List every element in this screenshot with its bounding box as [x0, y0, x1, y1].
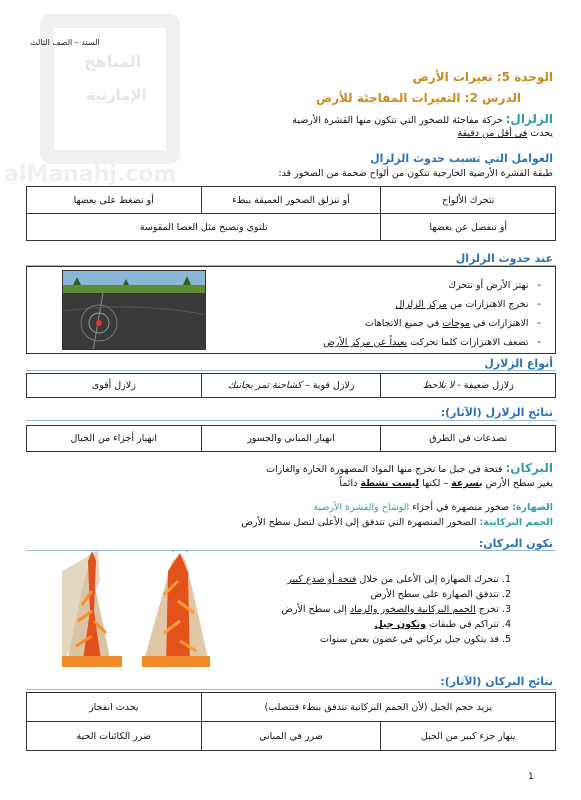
- lava-term: الحمم البركانية:: [479, 517, 553, 528]
- divider: [26, 689, 556, 690]
- watermark-line2: الإمارتية: [86, 86, 147, 104]
- factor-cell: أو تنزلق الصخور العميقة ببطء: [201, 187, 381, 214]
- factor-cell: تتحرك الألواح: [381, 187, 556, 214]
- occurrence-list: [241, 276, 541, 352]
- magma-line: الصهارة: صخور منصهرة في أجزاء الوشاح والقشرة الأرضية: [313, 502, 553, 513]
- result-cell: انهيار أجزاء من الجبال: [27, 426, 202, 452]
- watermark-line3: alManahj.com: [4, 162, 177, 187]
- earthquake-definition-line: [23, 112, 553, 126]
- list-item: 4. تتراكم في طبقات وتكون جبل: [374, 619, 511, 630]
- page-number: 1: [528, 772, 534, 782]
- quake-results-table: [26, 425, 556, 452]
- divider: [26, 370, 556, 371]
- volcano-term: البركان:: [505, 461, 553, 475]
- magma-term: الصهارة:: [512, 502, 553, 513]
- volcano-definition-line: [23, 461, 553, 475]
- factors-heading: العوامل التي تسبب حدوث الزلزال: [370, 152, 553, 165]
- list-item: 1. تتحرك الصهارة إلى الأعلى من خلال فتحة أو صدع كبير: [287, 574, 511, 585]
- lava-line: الحمم البركانية: الصخور المنصهرة التي تتدفق إلى الأعلى لتصل سطح الأرض: [241, 517, 553, 528]
- formation-list: [211, 572, 511, 647]
- types-table: [26, 373, 556, 398]
- earthquake-definition: حركة مفاجئة للصخور التي تتكون منها القشرة الأرضية: [292, 115, 503, 126]
- occurrence-heading: عند حدوث الزلزال: [455, 252, 553, 265]
- list-item: - تضعف الاهتزازات كلما تحركت بعيداً عن مركز الأرض: [323, 337, 541, 348]
- type-cell-stronger: زلازل أقوى: [27, 374, 202, 398]
- factor-cell: أو تنفصل عن بعضها: [381, 214, 556, 241]
- factor-cell: تلتوي وتصبح مثل العصا المقوسة: [27, 214, 381, 241]
- quake-results-heading: نتائج الزلازل (الآثار):: [440, 406, 553, 419]
- list-item: 5. قد يتكون جبل بركاني في غضون بعض سنوات: [320, 634, 511, 645]
- unit-title: الوحدة 5: تغيرات الأرض: [412, 70, 553, 84]
- result-cell: ينهار جزء كبير من الجبل: [381, 722, 556, 751]
- types-heading: أنواع الزلازل: [484, 357, 553, 370]
- earthquake-time-line: [458, 128, 554, 139]
- factor-cell: أو تضغط على بعضها: [27, 187, 202, 214]
- result-cell: انهيار المباني والجسور: [201, 426, 381, 452]
- volcano-illustration: [62, 551, 210, 667]
- volcano-results-heading: نتائج البركان (الآثار):: [440, 675, 553, 688]
- watermark-line1: المناهج: [84, 52, 142, 71]
- earthquake-time-prefix: يحدث: [527, 128, 553, 139]
- factors-intro: طبقة القشرة الأرضية الخارجية تتكون من ألواح ضخمة من الصخور قد:: [278, 168, 553, 179]
- volcano-speed-line: يغير سطح الأرض بسرعة – لكنها ليست نشطة دائماً: [339, 478, 553, 489]
- volcano-results-table: [26, 692, 556, 751]
- earthquake-term: الزلزال:: [505, 112, 553, 126]
- earthquake-illustration: [62, 270, 206, 350]
- list-item: - الاهتزازات في موجات في جميع الاتجاهات: [364, 318, 541, 329]
- lesson-title: الدرس 2: التغيرات المفاجئة للأرض: [315, 91, 521, 105]
- result-cell: ضرر في المباني: [201, 722, 381, 751]
- list-item: 3. تخرج الحمم البركانية والصخور والرماد إلى سطح الأرض: [281, 604, 511, 615]
- earthquake-diagram-icon: [63, 271, 206, 350]
- list-item: - تهتز الأرض أو تتحرك: [448, 280, 541, 291]
- top-label: السند – الصف الثالث: [30, 38, 100, 47]
- volcano-definition: فتحة في جبل ما تخرج منها المواد المصهورة الحارة والغازات: [266, 464, 503, 475]
- type-cell-weak: زلازل ضعيفة - لا تلاحظ: [381, 374, 556, 398]
- volcano-diagram-icon: [62, 551, 210, 667]
- divider: [26, 420, 556, 421]
- result-cell: يزيد حجم الجبل (لأن الحمم البركانية تتدفق ببطء فتتصلب): [201, 693, 555, 722]
- result-cell: ضرر الكائنات الحية: [27, 722, 202, 751]
- result-cell: يحدث انفجار: [27, 693, 202, 722]
- factors-table: [26, 186, 556, 241]
- list-item: 2. تتدفق الصهارة على سطح الأرض: [370, 589, 511, 600]
- formation-heading: تكون البركان:: [478, 537, 553, 550]
- type-cell-strong: زلازل قوية – كشاحنة تمر بجانبك: [201, 374, 381, 398]
- result-cell: تصدعات في الطرق: [381, 426, 556, 452]
- list-item: - تخرج الاهتزازات من مركز الزلزال: [395, 299, 541, 310]
- earthquake-time: في أقل من دقيقة: [457, 128, 528, 139]
